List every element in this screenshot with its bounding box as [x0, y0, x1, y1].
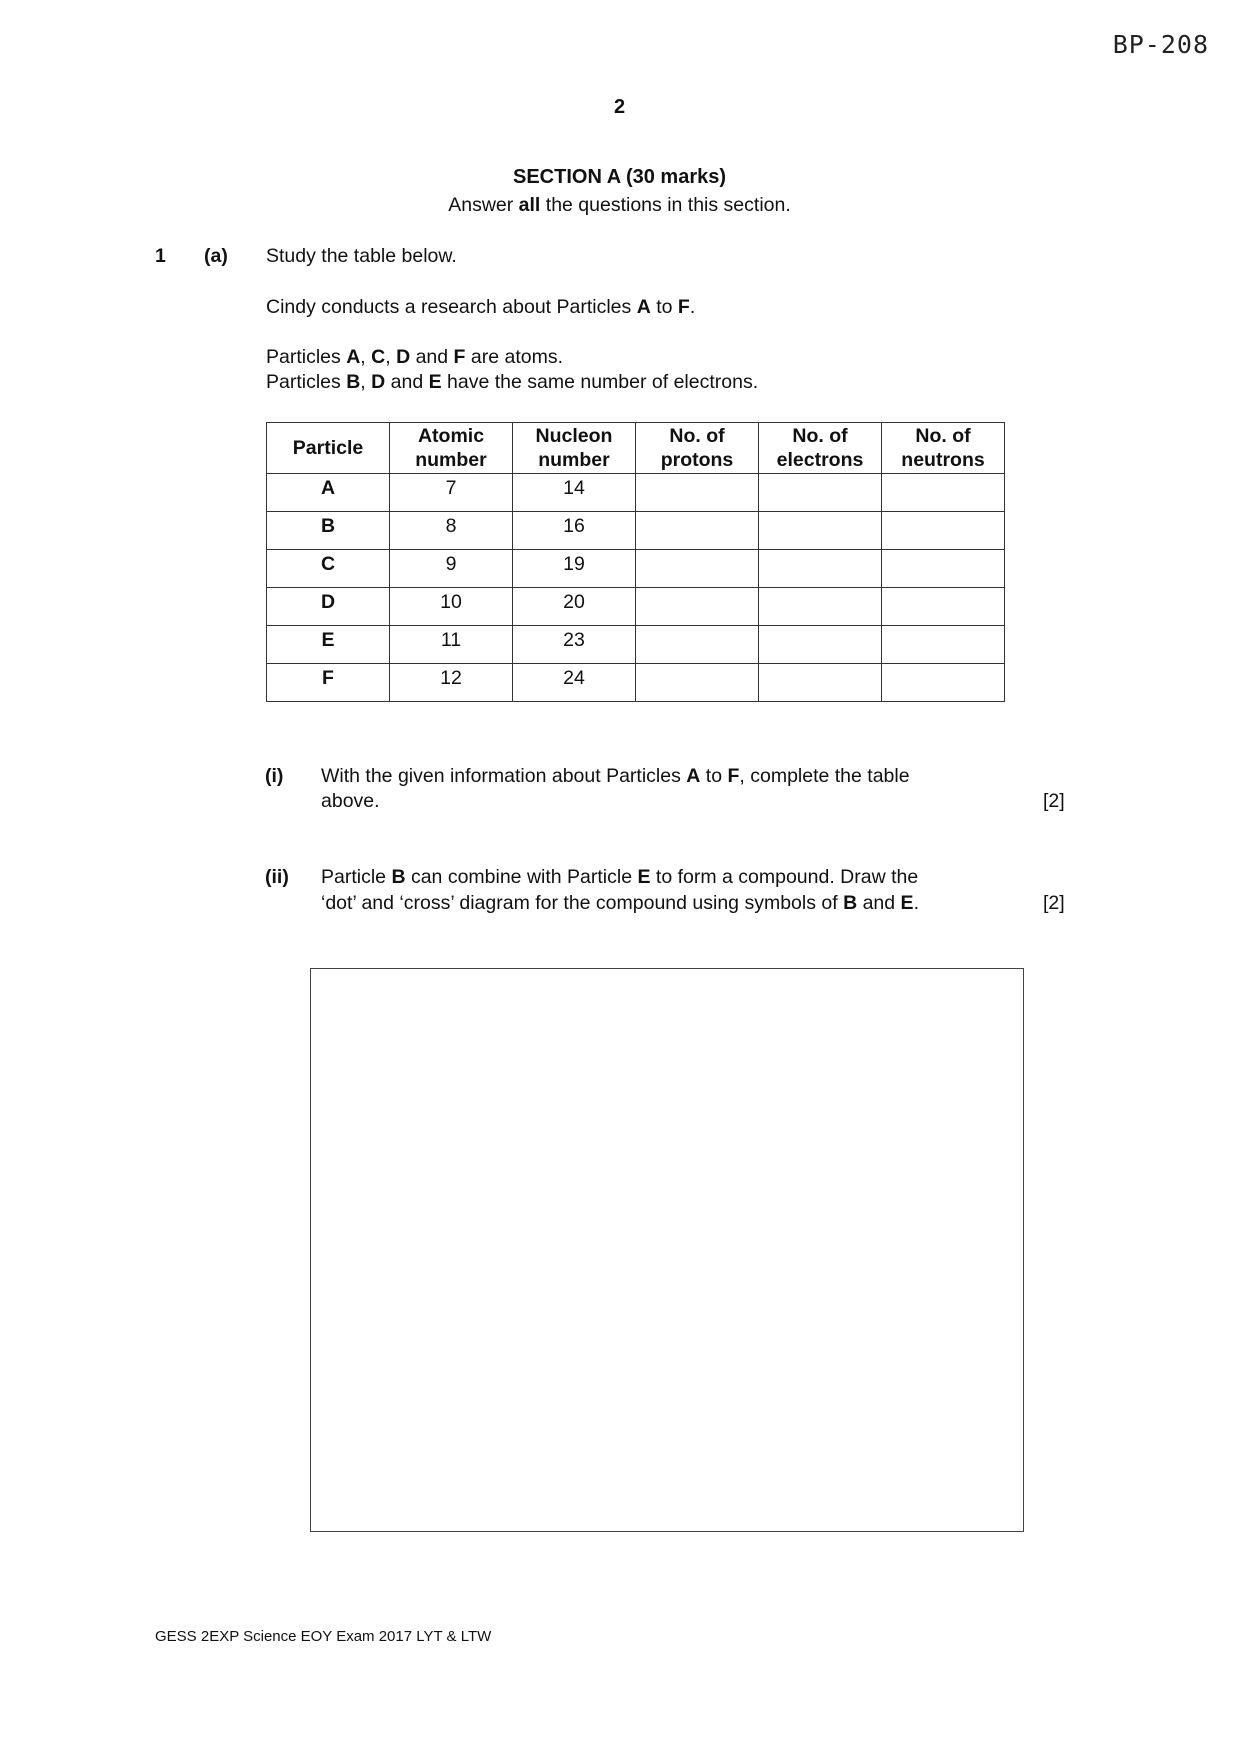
table-header-row [267, 423, 1005, 474]
atomic-number-cell: 10 [390, 588, 513, 626]
header-electrons: No. of electrons [759, 423, 882, 474]
atoms-statement: Particles A, C, D and F are atoms. [266, 346, 564, 368]
sub-question-i-marks: [2] [1043, 790, 1065, 812]
sub-question-i-text-line1: With the given information about Particles A to F, complete the table [321, 765, 910, 787]
question-part-label: (a) [204, 245, 228, 267]
research-statement: Cindy conducts a research about Particles A to F. [266, 296, 696, 318]
page-code: BP-208 [1112, 30, 1209, 59]
protons-answer-cell[interactable] [636, 626, 759, 664]
question-number: 1 [155, 245, 166, 267]
neutrons-answer-cell[interactable] [882, 474, 1005, 512]
electrons-statement: Particles B, D and E have the same number of electrons. [266, 371, 759, 393]
particle-cell: E [267, 626, 390, 664]
sub-question-ii-label: (ii) [265, 866, 289, 888]
answer-box[interactable] [310, 968, 1024, 1532]
header-nucleon-number: Nucleon number [513, 423, 636, 474]
atomic-number-cell: 11 [390, 626, 513, 664]
sub-question-ii-text-line1: Particle B can combine with Particle E to form a compound. Draw the [321, 866, 919, 888]
electrons-answer-cell[interactable] [759, 588, 882, 626]
protons-answer-cell[interactable] [636, 588, 759, 626]
particle-cell: D [267, 588, 390, 626]
nucleon-number-cell: 24 [513, 664, 636, 702]
header-particle: Particle [267, 423, 390, 474]
particle-cell: C [267, 550, 390, 588]
electrons-answer-cell[interactable] [759, 664, 882, 702]
table-row [267, 664, 1005, 702]
protons-answer-cell[interactable] [636, 664, 759, 702]
particle-cell: A [267, 474, 390, 512]
sub-question-i-label: (i) [265, 765, 284, 787]
section-title: SECTION A (30 marks) [512, 166, 727, 188]
neutrons-answer-cell[interactable] [882, 550, 1005, 588]
table-row [267, 512, 1005, 550]
protons-answer-cell[interactable] [636, 550, 759, 588]
particle-cell: B [267, 512, 390, 550]
header-protons: No. of protons [636, 423, 759, 474]
table-row [267, 626, 1005, 664]
section-instruction: Answer all the questions in this section. [448, 194, 791, 216]
electrons-answer-cell[interactable] [759, 474, 882, 512]
page-footer: GESS 2EXP Science EOY Exam 2017 LYT & LTW [155, 1628, 492, 1645]
sub-question-ii-text-line2: ‘dot’ and ‘cross’ diagram for the compound using symbols of B and E. [321, 892, 919, 914]
atomic-number-cell: 12 [390, 664, 513, 702]
nucleon-number-cell: 16 [513, 512, 636, 550]
atomic-number-cell: 9 [390, 550, 513, 588]
protons-answer-cell[interactable] [636, 512, 759, 550]
table-row [267, 474, 1005, 512]
particle-cell: F [267, 664, 390, 702]
header-atomic-number: Atomic number [390, 423, 513, 474]
question-intro: Study the table below. [266, 245, 457, 267]
header-neutrons: No. of neutrons [882, 423, 1005, 474]
sub-question-i-text-line2: above. [321, 790, 380, 812]
electrons-answer-cell[interactable] [759, 550, 882, 588]
neutrons-answer-cell[interactable] [882, 626, 1005, 664]
atomic-number-cell: 8 [390, 512, 513, 550]
particle-table [266, 422, 1005, 702]
atomic-number-cell: 7 [390, 474, 513, 512]
table-row [267, 588, 1005, 626]
page-number: 2 [613, 96, 626, 118]
electrons-answer-cell[interactable] [759, 512, 882, 550]
neutrons-answer-cell[interactable] [882, 588, 1005, 626]
nucleon-number-cell: 19 [513, 550, 636, 588]
sub-question-ii-marks: [2] [1043, 892, 1065, 914]
neutrons-answer-cell[interactable] [882, 512, 1005, 550]
nucleon-number-cell: 20 [513, 588, 636, 626]
electrons-answer-cell[interactable] [759, 626, 882, 664]
table-row [267, 550, 1005, 588]
nucleon-number-cell: 23 [513, 626, 636, 664]
nucleon-number-cell: 14 [513, 474, 636, 512]
protons-answer-cell[interactable] [636, 474, 759, 512]
neutrons-answer-cell[interactable] [882, 664, 1005, 702]
